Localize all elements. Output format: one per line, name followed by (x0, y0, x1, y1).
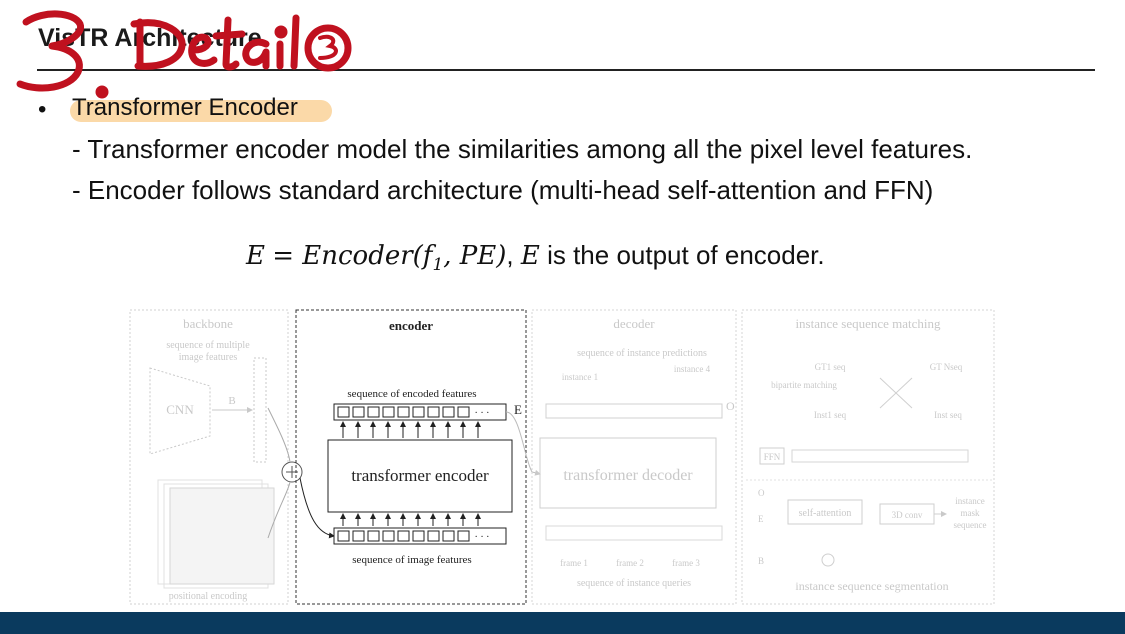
image-feature-cell (428, 531, 439, 541)
matching-inst1: Inst1 seq (813, 410, 847, 420)
bullet-heading: Transformer Encoder (72, 94, 298, 121)
image-feature-cell (338, 531, 349, 541)
matching-out-2: mask (960, 508, 980, 518)
decoder-title: decoder (613, 316, 655, 331)
conv3d-label: 3D conv (891, 510, 923, 520)
image-dots: · · · (474, 532, 490, 543)
backbone-pos-label: positional encoding (168, 591, 248, 602)
equation-rhs-tail: , PE) (443, 241, 507, 271)
decoder-frame-3: frame 3 (672, 558, 700, 568)
matching-instn: Inst seq (934, 410, 962, 420)
decoder-pred-label: sequence of instance predictions (577, 348, 707, 359)
matching-section (742, 310, 994, 604)
matching-bipartite: bipartite matching (771, 380, 837, 390)
matching-gt1: GT1 seq (814, 362, 846, 372)
decoder-section (532, 310, 736, 604)
image-feature-cell (353, 531, 364, 541)
image-feature-cell (458, 531, 469, 541)
self-attention-label: self-attention (798, 508, 852, 519)
backbone-section (130, 310, 288, 604)
encoded-feature-cell (368, 407, 379, 417)
encoded-feature-cell (338, 407, 349, 417)
decoder-frame-2: frame 2 (616, 558, 644, 568)
segmentation-title: instance sequence segmentation (795, 579, 949, 593)
backbone-seq-label-1: sequence of multiple (166, 340, 250, 351)
matching-o-label: O (758, 488, 765, 498)
sub-point-1: - Transformer encoder model the similarities among all the pixel level features. (72, 134, 973, 164)
encoded-features-label: sequence of encoded features (347, 388, 477, 400)
encoded-feature-cell (428, 407, 439, 417)
image-feature-cell (368, 531, 379, 541)
matching-gtn: GT Nseq (929, 362, 963, 372)
vistr-architecture-figure (128, 308, 996, 608)
sub-point-2: - Encoder follows standard architecture (multi-head self-attention and FFN) (72, 175, 934, 205)
encoded-dots: · · · (474, 408, 490, 419)
encoded-feature-cell (458, 407, 469, 417)
decoder-queries-label: sequence of instance queries (576, 578, 692, 589)
encoded-feature-cell (383, 407, 394, 417)
equation (246, 240, 825, 275)
equation-lhs: E (246, 241, 265, 271)
footer-bar (0, 612, 1125, 634)
equation-text: is the output of encoder. (539, 240, 825, 270)
matching-out-3: sequence (953, 520, 987, 530)
image-feature-cell (413, 531, 424, 541)
image-feature-cell (383, 531, 394, 541)
matching-e-label: E (758, 514, 764, 524)
backbone-cnn-label: CNN (166, 402, 194, 417)
backbone-b-label: B (228, 395, 236, 407)
equation-var: E (520, 241, 540, 271)
matching-ffn: FFN (763, 452, 781, 462)
encoded-feature-cell (443, 407, 454, 417)
decoder-instance-4: instance 4 (673, 364, 711, 374)
matching-out-1: instance (955, 496, 985, 506)
encoded-feature-cell (398, 407, 409, 417)
encoded-feature-cell (413, 407, 424, 417)
backbone-title: backbone (183, 316, 233, 331)
encoded-feature-cell (353, 407, 364, 417)
backbone-seq-label-2: image features (178, 352, 238, 363)
equation-rhs: = Encoder(f (272, 241, 433, 271)
equation-separator: , (506, 240, 521, 270)
image-features-label: sequence of image features (352, 554, 472, 566)
transformer-encoder-label: transformer encoder (351, 466, 489, 485)
image-feature-cell (443, 531, 454, 541)
encoder-title: encoder (388, 318, 434, 333)
slide-title: VisTR Architecture (38, 24, 262, 52)
decoder-o-label: O (726, 399, 735, 413)
decoder-instance-1: instance 1 (561, 372, 599, 382)
equation-subscript: 1 (432, 255, 444, 276)
image-feature-cell (398, 531, 409, 541)
transformer-decoder-label: transformer decoder (563, 467, 693, 484)
encoder-e-label: E (514, 402, 522, 417)
matching-title: instance sequence matching (795, 316, 941, 331)
decoder-frame-1: frame 1 (560, 558, 588, 568)
encoder-section (296, 310, 526, 604)
bullet-marker: • (38, 96, 47, 123)
matching-b-label: B (758, 556, 765, 566)
